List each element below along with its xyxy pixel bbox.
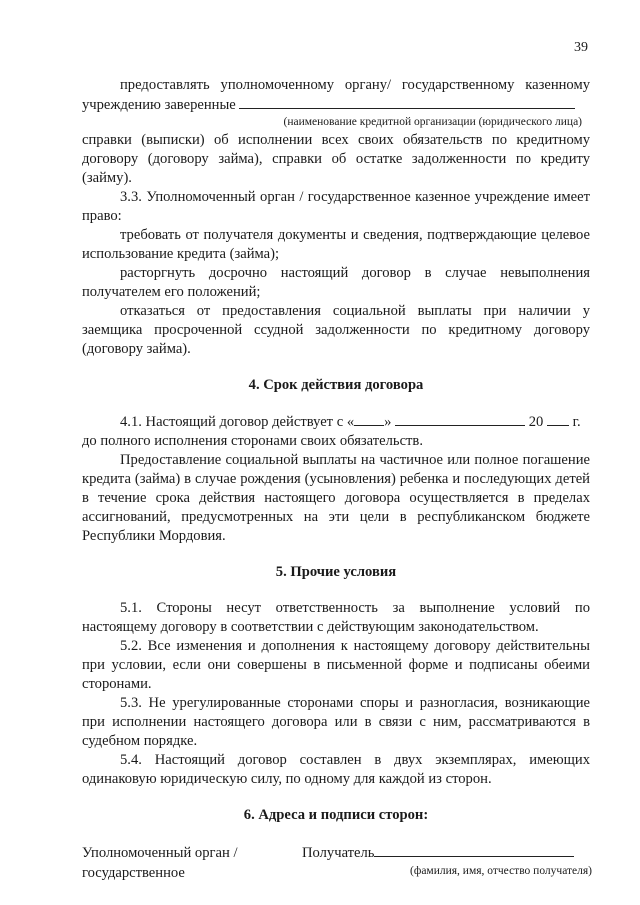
clause-3-3-b: расторгнуть досрочно настоящий договор в случае невыполнения получателем его положений; <box>82 265 590 300</box>
blank-day <box>354 412 384 426</box>
quote-close: » <box>384 414 392 430</box>
clause-5-4: 5.4. Настоящий договор составлен в двух экземплярах, имеющих одинаковую юридическую силу, по одному для каждой из сторон. <box>82 752 590 787</box>
recipient-label: Получатель <box>302 845 375 861</box>
document-body <box>82 76 590 903</box>
paragraph-certificates: справки (выписки) об исполнении всех своих обязательств по кредитному договору (договору займа), справки об остатке задолженности по кредиту (займу). <box>82 132 590 186</box>
note-org-name: (наименование кредитной организации (юридического лица) <box>283 116 582 128</box>
authority-label-1: Уполномоченный орган / <box>82 845 238 861</box>
clause-3-3-a: требовать от получателя документы и сведения, подтверждающие целевое использование кредита (займа); <box>82 227 590 262</box>
clause-3-3-c: отказаться от предоставления социальной выплаты при наличии у заемщика просроченной ссудной задолженности по кредитному договору (договору займа). <box>82 303 590 357</box>
section-title-4: 4. Срок действия договора <box>248 377 424 393</box>
blank-line-org <box>239 95 575 109</box>
section-title-5: 5. Прочие условия <box>275 564 397 580</box>
year-prefix: 20 <box>528 414 544 430</box>
authority-label-2: государственное <box>82 865 185 881</box>
page-number: 39 <box>574 40 588 55</box>
paragraph-obligation <box>82 76 590 115</box>
blank-month <box>395 412 525 426</box>
signature-recipient <box>302 843 602 879</box>
section-title-6: 6. Адреса и подписи сторон: <box>243 807 429 823</box>
clause-4-2: Предоставление социальной выплаты на частичное или полное погашение кредита (займа) в случае рождения (усыновления) ребенка и последующих детей в течение срока действия настоящего договора осуществляется в пределах ассигнований, предусмотренных на эти цели в республиканском бюджете Республики Мордовия. <box>82 452 590 544</box>
paragraph-text: предоставлять уполномоченному органу/ государственному казенному учреждению заверенные <box>82 77 590 113</box>
clause-5-1: 5.1. Стороны несут ответственность за выполнение условий по настоящему договору в соответствии с действующим законодательством. <box>82 600 590 635</box>
signature-authority <box>82 843 292 883</box>
clause-4-1 <box>82 412 590 432</box>
clause-4-1-cont: до полного исполнения сторонами своих обязательств. <box>82 433 423 449</box>
clause-4-1-text: 4.1. Настоящий договор действует с « <box>120 414 355 430</box>
blank-year <box>547 412 569 426</box>
clause-5-2: 5.2. Все изменения и дополнения к настоящему договору действительны при условии, если они совершены в письменной форме и подписаны обеими сторонами. <box>82 638 590 692</box>
blank-recipient-name <box>374 843 574 857</box>
clause-5-3: 5.3. Не урегулированные сторонами споры и разногласия, возникающие при исполнении настоящего договора или в связи с ним, рассматриваются в судебном порядке. <box>82 695 590 749</box>
year-suffix: г. <box>572 414 581 430</box>
clause-3-3: 3.3. Уполномоченный орган / государственное казенное учреждение имеет право: <box>82 189 590 224</box>
recipient-name-note: (фамилия, имя, отчество получателя) <box>410 865 592 877</box>
signature-block <box>82 843 590 903</box>
